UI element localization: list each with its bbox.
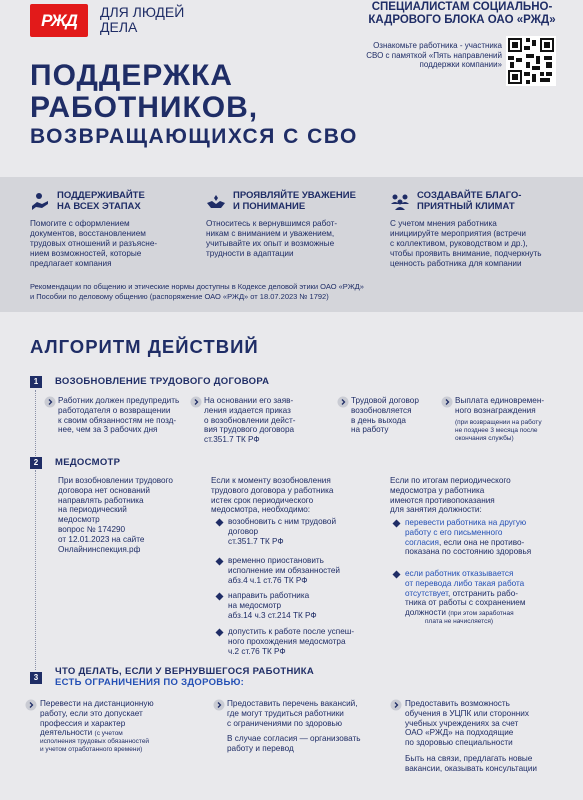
text-line: временно приостановить: [228, 556, 324, 565]
text-line: предлагает компания: [30, 259, 112, 268]
text-line: с ограничениями по здоровью: [227, 718, 342, 728]
brand-line1: ДЛЯ ЛЮДЕЙ: [100, 4, 185, 20]
text-line: на работу: [351, 425, 389, 435]
text-line: имеются противопоказания: [390, 495, 495, 505]
chevron-right-icon: [44, 396, 56, 408]
text-line: На основании его заяв-: [204, 396, 294, 405]
text-line: работодателя о возвращении: [58, 405, 171, 415]
text-line: , если она не противо-: [438, 537, 525, 547]
text-line: возобновить с ним трудовой: [228, 517, 337, 526]
text-line: ления издается приказ: [204, 405, 291, 415]
diamond-bullet-icon: [215, 628, 224, 637]
band-note-line2: и Пособии по деловому общению (распоряжение ОАО «РЖД» от 18.07.2023 № 1792): [30, 291, 329, 301]
audience-line1: СПЕЦИАЛИСТАМ СОЦИАЛЬНО-: [371, 1, 553, 13]
text-line: ч.2 ст.76 ТК РФ: [228, 646, 286, 656]
text-line: , отстранить рабо-: [448, 588, 519, 598]
header-note: [342, 41, 502, 70]
principle-title-line: ПРОЯВЛЯЙТЕ УВАЖЕНИЕ: [233, 190, 356, 201]
text-line: плата не начисляется): [425, 618, 493, 626]
text-line: к своим обязанностям не позд-: [58, 415, 177, 425]
page-title: [30, 60, 358, 150]
text-line: трудовых отношений и разъясне-: [30, 239, 158, 248]
text-line: абз.14 ч.3 ст.214 ТК РФ: [228, 610, 317, 620]
header-note-line1: Ознакомьте работника - участника: [373, 41, 502, 50]
principle-text: [390, 219, 570, 269]
text-line: работу с его письменного: [405, 527, 503, 537]
text-line: от 12.01.2023 на сайте: [58, 534, 145, 544]
text-line: не позднее 3 месяца после: [455, 426, 538, 434]
text-line: документов, восстановлением: [30, 229, 146, 238]
text-line: от перевода либо такая работа: [405, 578, 525, 588]
text-line: Трудовой договор: [351, 396, 419, 405]
step3-title-line2: ЕСТЬ ОГРАНИЧЕНИЯ ПО ЗДОРОВЬЮ:: [55, 677, 245, 688]
principle-respect: [206, 190, 366, 259]
principle-title-line: ПОДДЕРЖИВАЙТЕ: [57, 190, 145, 201]
principle-title-line: ПРИЯТНЫЙ КЛИМАТ: [417, 201, 515, 212]
text-line: Перевести на дистанционную: [40, 699, 154, 708]
step3-title: [55, 666, 314, 688]
text-line: (с учетом: [94, 730, 123, 738]
text-line: трудового договора у работника: [211, 485, 334, 495]
step1-text-a: [58, 396, 179, 435]
step3-title-line1: ЧТО ДЕЛАТЬ, ЕСЛИ У ВЕРНУВШЕГОСЯ РАБОТНИКА: [55, 666, 315, 677]
text-line: медосмотра у работника: [390, 485, 485, 495]
step2-b-item4: [228, 627, 354, 656]
text-line: учитывайте их опыт и возможные: [206, 239, 335, 248]
text-line: обучения в УЦПК или сторонних: [405, 708, 529, 718]
principle-title: [57, 190, 190, 212]
text-line: окончания службы): [455, 434, 514, 442]
text-line: ного прохождения медосмотра: [228, 636, 346, 646]
header-note-line3: поддержки компании»: [419, 60, 502, 69]
text-line: никам с вниманием и уважением,: [206, 229, 335, 238]
text-line: медосмотра, необходимо:: [211, 505, 311, 515]
step2-b-item1: [228, 517, 336, 546]
step2-text-c-intro: [390, 476, 511, 515]
step2-b-item3: [228, 591, 317, 620]
text-line: исполнения трудовых обязанностей: [40, 738, 150, 746]
principle-title: [417, 190, 570, 212]
text-line: Быть на связи, предлагать новые: [405, 753, 533, 763]
principle-support: [30, 190, 190, 269]
text-line: исполнение им обязанностей: [228, 565, 341, 575]
text-line: тника от работы с сохранением: [405, 598, 526, 608]
text-line: вия трудового договора: [204, 425, 295, 435]
band-footnote: [30, 282, 550, 301]
diamond-bullet-icon: [215, 518, 224, 527]
chevron-right-icon: [441, 396, 453, 408]
diamond-bullet-icon: [392, 570, 401, 579]
step3-text-b: [227, 699, 361, 754]
text-line: вопрос № 174290: [58, 524, 126, 534]
step1-text-d: [455, 396, 544, 443]
text-line: При возобновлении трудового: [58, 476, 173, 485]
text-line: Онлайнинспекция.рф: [58, 544, 141, 554]
text-line: инициируйте мероприятия (встречи: [390, 229, 526, 238]
step-number: 2: [30, 457, 42, 469]
text-line: ст.351.7 ТК РФ: [204, 435, 260, 445]
text-line: допустить к работе после успеш-: [228, 627, 355, 636]
chevron-right-icon: [190, 396, 202, 408]
text-line: профессия и характер: [40, 718, 126, 728]
step2-text-a: [58, 476, 173, 554]
text-line: перевести работника на другую: [405, 518, 527, 527]
text-line: работу и перевод: [227, 744, 294, 754]
text-line: ОАО «РЖД» на подходящие: [405, 728, 514, 738]
chevron-right-icon: [25, 699, 37, 711]
principle-text: [206, 219, 366, 259]
chevron-right-icon: [337, 396, 349, 408]
qr-code-icon[interactable]: [506, 36, 556, 86]
text-line: возобновляется: [351, 405, 412, 415]
text-line: В случае согласия — организовать: [227, 734, 361, 744]
text-line: отсутствует: [405, 588, 449, 598]
text-line: ного вознаграждения: [455, 405, 536, 415]
step2-c-item1: [405, 518, 531, 557]
text-line: учебных учреждениях за счет: [405, 718, 519, 728]
text-line: Выплата единовремен-: [455, 396, 545, 405]
text-line: должности: [405, 608, 446, 618]
principle-text: [30, 219, 190, 269]
step3-text-c: [405, 699, 537, 774]
principle-title-line: И ПОНИМАНИЕ: [233, 201, 306, 212]
text-line: Предоставить перечень вакансий,: [227, 699, 358, 708]
algorithm-title: АЛГОРИТМ ДЕЙСТВИЙ: [30, 336, 259, 357]
text-line: договор: [228, 526, 259, 536]
step3-text-a: [40, 699, 154, 754]
step1-title: ВОЗОБНОВЛЕНИЕ ТРУДОВОГО ДОГОВОРА: [55, 376, 270, 387]
band-note-line1: Рекомендации по общению и этические нормы доступны в Кодексе деловой этики ОАО «РЖД»: [30, 282, 364, 291]
text-line: с коллективом, руководством и др.),: [390, 239, 528, 248]
text-line: (при этом заработная: [448, 610, 514, 618]
text-line: направить работника: [228, 591, 310, 600]
header-note-line2: СВО с памяткой «Пять направлений: [366, 50, 502, 60]
title-line3: ВОЗВРАЩАЮЩИХСЯ С СВО: [30, 125, 358, 148]
text-line: деятельности: [40, 728, 93, 738]
rzd-logo: [30, 4, 88, 37]
handshake-support-icon: [30, 192, 50, 212]
step2-b-item2: [228, 556, 340, 585]
text-line: нее, чем за 3 рабочих дня: [58, 425, 158, 435]
text-line: Если по итогам периодического: [390, 476, 511, 485]
text-line: ст.351.7 ТК РФ: [228, 536, 284, 546]
team-people-icon: [390, 192, 410, 212]
principle-title-line: СОЗДАВАЙТЕ БЛАГО-: [417, 190, 522, 201]
text-line: для занятия должности:: [390, 505, 482, 515]
step2-c-item2: [405, 569, 525, 626]
chevron-right-icon: [390, 699, 402, 711]
step1-note: [455, 419, 544, 443]
text-line: и учетом отработанного времени): [40, 746, 143, 754]
text-line: С учетом мнения работника: [390, 219, 497, 228]
step1-text-b: [204, 396, 295, 445]
audience-heading: [362, 1, 562, 27]
text-line: истек срок периодического: [211, 495, 314, 505]
diamond-bullet-icon: [215, 592, 224, 601]
title-line1: ПОДДЕРЖКА: [30, 59, 233, 92]
text-line: Помогите с оформлением: [30, 219, 130, 228]
text-line: Относитесь к вернувшимся работ-: [206, 219, 338, 228]
text-line: нием возможностей, которые: [30, 249, 142, 258]
text-line: абз.4 ч.1 ст.76 ТК РФ: [228, 575, 308, 585]
text-line: Если к моменту возобновления: [211, 476, 331, 485]
audience-line2: КАДРОВОГО БЛОКА ОАО «РЖД»: [368, 14, 556, 26]
text-line: о возобновлении дейст-: [204, 415, 296, 425]
text-line: на периодический: [58, 505, 127, 515]
step2-text-b-intro: [211, 476, 333, 515]
timeline-line: [35, 470, 36, 670]
step-number: 1: [30, 376, 42, 388]
text-line: если работник отказывается: [405, 569, 514, 578]
brand-slogan: [100, 5, 184, 35]
text-line: направлять работника: [58, 495, 144, 505]
principle-climate: [390, 190, 570, 269]
respect-hands-icon: [206, 192, 226, 212]
text-line: вакансии, оказывать консультации: [405, 763, 537, 773]
text-line: в день выхода: [351, 415, 406, 425]
text-line: Предоставить возможность: [405, 699, 510, 708]
diamond-bullet-icon: [392, 519, 401, 528]
text-line: показана по состоянию здоровья: [405, 547, 532, 557]
principle-title: [233, 190, 366, 212]
text-line: по здоровью специальности: [405, 738, 513, 748]
principle-title-line: НА ВСЕХ ЭТАПАХ: [57, 201, 141, 212]
text-line: где могут трудиться работники: [227, 708, 344, 718]
text-line: трудности в адаптации: [206, 249, 294, 258]
step1-text-c: [351, 396, 419, 435]
text-line: ценность работника для компании: [390, 259, 522, 268]
text-line: чтобы проявить внимание, подчеркнуть: [390, 249, 542, 258]
text-line: работу, если это допускает: [40, 708, 143, 718]
diamond-bullet-icon: [215, 557, 224, 566]
text-line: согласия: [405, 537, 439, 547]
text-line: медосмотр: [58, 515, 100, 525]
text-line: (при возвращении на работу: [455, 418, 542, 426]
chevron-right-icon: [213, 699, 225, 711]
text-line: Работник должен предупредить: [58, 396, 180, 405]
text-line: на медосмотр: [228, 600, 282, 610]
text-line: договора нет оснований: [58, 485, 150, 495]
step-number: 3: [30, 672, 42, 684]
brand-line2: ДЕЛА: [100, 19, 138, 35]
logo-text: РЖД: [41, 10, 77, 30]
timeline-line: [35, 390, 36, 460]
step2-title: МЕДОСМОТР: [55, 457, 121, 468]
title-line2: РАБОТНИКОВ,: [30, 91, 259, 124]
